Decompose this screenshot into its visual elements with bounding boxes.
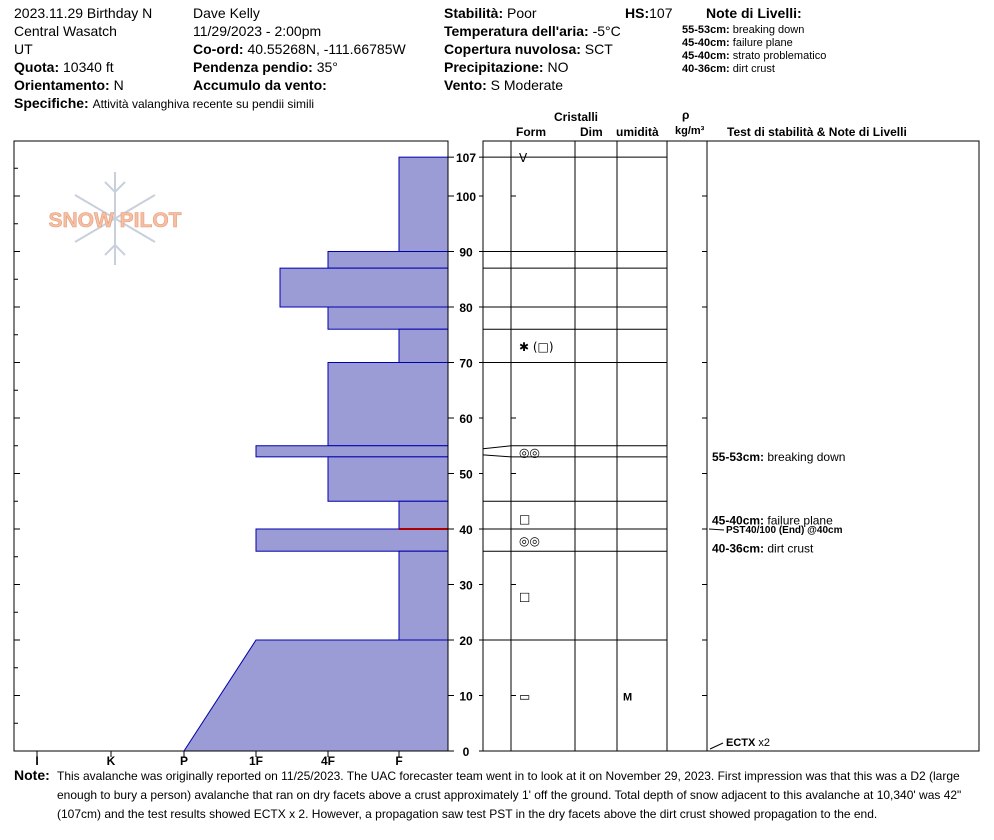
hardness-layer [184,640,448,751]
snowpilot-logo [49,172,182,265]
grain-form-symbol: ◎◎ [519,445,540,460]
depth-tick-label: 30 [459,578,473,593]
hardness-layer [280,268,448,307]
test-pointer [709,529,724,530]
hardness-tick-label: F [395,754,403,765]
crystals-header: Cristalli [554,110,599,124]
pit-title: 2023.11.29 Birthday N [14,5,153,21]
moisture-mark: M [623,691,633,704]
specifics-value: Attività valanghiva recente su pendii simili [92,97,315,111]
hardness-layer [399,329,448,362]
range-name: Central Wasatch [14,23,117,39]
depth-tick-label: 20 [459,634,473,648]
coords-value: 40.55268N, -111.66785W [247,41,406,57]
logo-text: SNOW PILOT [48,209,182,232]
layer-annotation: 40-36cm: dirt crust [712,541,814,556]
layer-note: 45-40cm: failure plane [682,37,793,49]
cloud-label: Copertura nuvolosa: [444,41,581,57]
test-pointer [710,743,723,749]
depth-tick-label: 50 [459,467,473,482]
aspect-value: N [113,77,124,93]
depth-tick-label: 10 [459,689,473,704]
hs-label: HS: [625,5,650,21]
density-unit: kg/m³ [675,125,705,137]
depth-tick-label: 60 [459,412,473,426]
hs-value: 107 [649,5,673,21]
layer-note: 45-40cm: strato problematico [682,50,827,62]
precip-value: NO [547,59,569,75]
note-label: Note: [14,767,50,783]
stability-value: Poor [507,5,537,21]
layer-annotation: 45-40cm: failure plane [712,513,833,528]
hardness-tick-label: I [35,754,39,765]
slope-value: 35° [316,59,338,75]
precip-label: Precipitazione: [444,59,544,75]
hardness-layer [399,157,448,251]
grain-form-symbol: ✱ (□) [519,339,554,354]
elevation-value: 10340 ft [63,59,114,75]
note-text: This avalanche was originally reported on 11/25/2023. The UAC forecaster team went in to look at it on November 29, 2023. First impression was that this was a D2 (large enough to bury a person) avalanche that ran on dry facets above a crust approximately 1' off the ground. Total depth of snow adjacent to this avalanche at 10,340' was 42" (107cm) and the test results showed ECTX x 2. However, a propagation saw test PST in the dry facets above the dirt crust showed propagation to the end. [57,769,962,821]
hardness-layer [399,501,448,529]
layer-note: 40-36cm: dirt crust [682,63,775,75]
hardness-layer [328,363,448,446]
hardness-layer [399,551,448,640]
layer-connector [483,446,511,449]
hardness-layer [328,307,448,329]
layer-notes-title: Note di Livelli: [706,5,802,21]
state-name: UT [14,41,33,57]
layer-annotation: 55-53cm: breaking down [712,449,846,464]
air-temp-label: Temperatura dell'aria: [444,23,589,39]
layer-connector [483,455,511,457]
hardness-layer [328,457,448,501]
slope-label: Pendenza pendio: [193,59,313,75]
grain-forms [519,151,632,703]
wind-value: S Moderate [490,77,564,93]
grain-form-symbol: □ [519,589,531,604]
cloud-value: SCT [584,41,613,57]
depth-tick-label: 107 [455,151,477,166]
grain-form-symbol: V [519,151,528,166]
observation-datetime: 11/29/2023 - 2:00pm [193,23,322,39]
depth-tick-label: 70 [459,356,473,371]
test-result: ECTX x2 [726,737,771,749]
coords-label: Co-ord: [193,41,244,57]
observer-name: Dave Kelly [193,5,260,21]
size-header: Dim [580,125,603,139]
air-temp-value: -5°C [592,23,621,39]
hardness-tick-label: P [179,754,189,765]
grain-form-symbol: ◎◎ [519,534,540,549]
hardness-axis [35,751,402,765]
hardness-tick-label: 1F [248,754,264,765]
depth-tick-label: 90 [459,245,473,260]
depth-tick-label: 80 [459,301,473,315]
aspect-label: Orientamento: [14,77,110,93]
layer-note: 55-53cm: breaking down [682,24,805,36]
hardness-profile [184,157,448,751]
grain-form-symbol: □ [519,511,531,526]
wind-loading-label: Accumulo da vento: [193,77,327,93]
depth-tick-label: 100 [455,190,477,204]
stability-annotations [709,450,845,749]
hardness-layer [328,252,448,269]
wind-label: Vento: [444,77,487,93]
density-symbol: ρ [682,108,690,122]
hardness-layer [256,446,448,457]
moisture-header: umidità [616,125,659,139]
hardness-tick-label: 4F [320,754,336,765]
specifics-label: Specifiche: [14,95,89,111]
stability-label: Stabilità: [444,5,504,21]
form-header: Form [516,125,546,139]
stability-notes-header: Test di stabilità & Note di Livelli [727,125,907,139]
elevation-label: Quota: [14,59,60,75]
test-result: PST40/100 (End) @40cm [726,525,843,536]
depth-tick-label: 40 [459,523,473,537]
hardness-layer [256,529,448,551]
hardness-tick-label: K [106,754,116,765]
grain-form-symbol: ▭ [519,689,531,704]
depth-tick-label: 0 [462,745,470,759]
